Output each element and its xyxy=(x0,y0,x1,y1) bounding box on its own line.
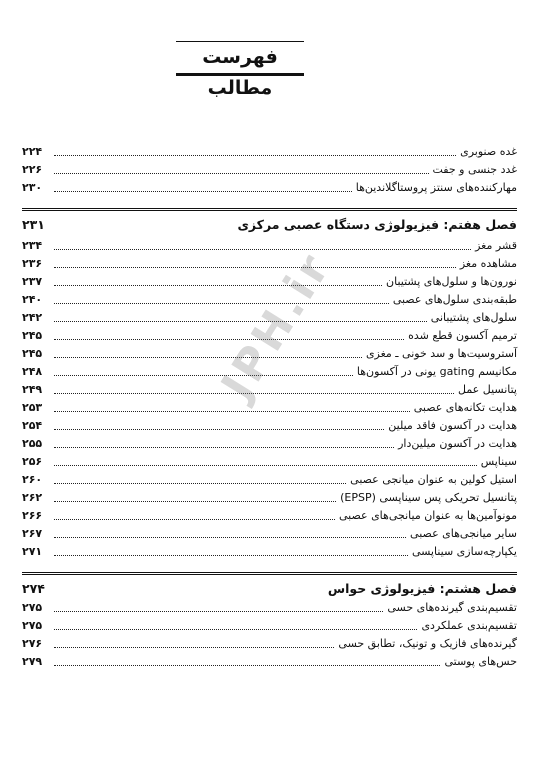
dot-leader xyxy=(54,356,362,358)
dot-leader xyxy=(54,536,406,538)
toc-entry-label: هدایت در آکسون میلین‌دار xyxy=(398,437,517,450)
toc-entry-page: ۲۷۵ xyxy=(22,601,43,614)
toc-entry-page: ۲۳۴ xyxy=(22,239,43,252)
toc-entry xyxy=(22,652,517,670)
toc-entry-page: ۲۴۲ xyxy=(22,311,43,324)
page-title: فهرست مطالب xyxy=(176,41,304,76)
toc-entry-page: ۲۷۵ xyxy=(22,619,43,632)
toc-entry-page: ۲۵۵ xyxy=(22,437,43,450)
chapter-title: فصل هشتم: فیزیولوژی حواس xyxy=(327,581,517,596)
dot-leader xyxy=(54,482,346,484)
toc-entry xyxy=(22,634,517,652)
toc-entry xyxy=(22,470,517,488)
toc-entry-label: تقسیم‌بندی گیرنده‌های حسی xyxy=(387,601,517,614)
toc-entry xyxy=(22,598,517,616)
toc-entry-page: ۲۲۴ xyxy=(22,145,43,158)
toc-entry-label: سایر میانجی‌های عصبی xyxy=(410,527,517,540)
toc-entry-label: حس‌های پوستی xyxy=(444,655,517,668)
toc-entry-label: گیرنده‌های فازیک و تونیک، تطابق حسی xyxy=(338,637,517,650)
dot-leader xyxy=(54,248,471,250)
toc-entry-page: ۲۵۳ xyxy=(22,401,43,414)
toc-entry-label: آستروسیت‌ها و سد خونی ـ مغزی xyxy=(365,347,517,360)
toc-entry xyxy=(22,542,517,560)
dot-leader xyxy=(54,646,334,648)
toc-entry xyxy=(22,398,517,416)
dot-leader xyxy=(54,374,353,376)
watermark: JPH.ir xyxy=(211,242,342,409)
toc-entry xyxy=(22,488,517,506)
toc-entry-label: استیل کولین به عنوان میانجی عصبی xyxy=(350,473,517,486)
dot-leader xyxy=(54,446,394,448)
toc-entry-page: ۲۴۵ xyxy=(22,329,43,342)
toc-entry-label: پتانسیل عمل xyxy=(457,383,517,396)
toc-entry-page: ۲۳۷ xyxy=(22,275,43,288)
toc-entry-label: مشاهده مغز xyxy=(459,257,517,270)
toc-entry xyxy=(22,178,517,196)
toc-entry-label: غدد جنسی و جفت xyxy=(432,163,517,176)
toc-entry-page: ۲۳۰ xyxy=(22,181,43,194)
toc-entry-label: مونوآمین‌ها به عنوان میانجی‌های عصبی xyxy=(338,509,517,522)
dot-leader xyxy=(54,190,352,192)
dot-leader xyxy=(54,428,384,430)
toc-entry-label: سلول‌های پشتیبانی xyxy=(430,311,517,324)
dot-leader xyxy=(54,518,335,520)
dot-leader xyxy=(54,320,427,322)
toc-entry-page: ۲۶۷ xyxy=(22,527,43,540)
toc-entry xyxy=(22,416,517,434)
toc-entry xyxy=(22,142,517,160)
toc-entry-label: هدایت تکانه‌های عصبی xyxy=(413,401,517,414)
chapter-page: ۲۳۱ xyxy=(22,217,45,232)
dot-leader xyxy=(54,410,410,412)
dot-leader xyxy=(54,284,382,286)
toc-entry-page: ۲۶۶ xyxy=(22,509,43,522)
chapter-page: ۲۷۴ xyxy=(22,581,45,596)
toc-entry xyxy=(22,434,517,452)
toc-entry-page: ۲۴۸ xyxy=(22,365,43,378)
chapter-rule xyxy=(22,572,517,575)
toc-entry xyxy=(22,160,517,178)
toc-entry-label: تقسیم‌بندی عملکردی xyxy=(421,619,517,632)
toc-entry-label: سیناپس xyxy=(480,455,517,468)
toc-entry xyxy=(22,236,517,254)
toc-entry-label: مهارکننده‌های سنتز پروستاگلاندین‌ها xyxy=(355,181,517,194)
toc-entry-page: ۲۶۲ xyxy=(22,491,43,504)
toc-entry-page: ۲۵۶ xyxy=(22,455,43,468)
dot-leader xyxy=(54,628,417,630)
toc-entry-page: ۲۷۱ xyxy=(22,545,43,558)
dot-leader xyxy=(54,464,477,466)
dot-leader xyxy=(54,500,336,502)
chapter-title: فصل هفتم: فیزیولوژی دستگاه عصبی مرکزی xyxy=(237,217,517,232)
dot-leader xyxy=(54,338,404,340)
toc-entry-label: پتانسیل تحریکی پس سیناپسی (EPSP) xyxy=(340,491,517,504)
dot-leader xyxy=(54,554,408,556)
toc-entry-page: ۲۲۶ xyxy=(22,163,43,176)
toc-entry-page: ۲۴۰ xyxy=(22,293,43,306)
toc-entry-label: یکپارچه‌سازی سیناپسی xyxy=(411,545,517,558)
dot-leader xyxy=(54,154,456,156)
toc-entry-page: ۲۷۹ xyxy=(22,655,43,668)
toc-entry-label: مکانیسم gating یونی در آکسون‌ها xyxy=(356,365,517,378)
chapter-heading xyxy=(22,578,517,598)
toc-entry xyxy=(22,506,517,524)
toc-entry-page: ۲۴۹ xyxy=(22,383,43,396)
toc-entry xyxy=(22,616,517,634)
toc-entry-label: طبقه‌بندی سلول‌های عصبی xyxy=(392,293,517,306)
chapter-rule xyxy=(22,208,517,211)
dot-leader xyxy=(54,302,389,304)
toc-entry xyxy=(22,452,517,470)
toc-entry xyxy=(22,524,517,542)
dot-leader xyxy=(54,610,383,612)
toc-entry-page: ۲۷۶ xyxy=(22,637,43,650)
toc-entry xyxy=(22,254,517,272)
toc-entry-page: ۲۶۰ xyxy=(22,473,43,486)
dot-leader xyxy=(54,172,429,174)
dot-leader xyxy=(54,266,456,268)
toc-entry-label: هدایت در آکسون فاقد میلین xyxy=(388,419,517,432)
toc-entry-page: ۲۴۵ xyxy=(22,347,43,360)
toc-entry-label: قشر مغز xyxy=(475,239,517,252)
toc-entry-label: نورون‌ها و سلول‌های پشتیبان xyxy=(386,275,517,288)
toc-entry-page: ۲۵۴ xyxy=(22,419,43,432)
toc-entry-label: غده صنوبری xyxy=(460,145,517,158)
chapter-heading xyxy=(22,214,517,234)
toc-entry-label: ترمیم آکسون قطع شده xyxy=(408,329,517,342)
toc-entry-page: ۲۳۶ xyxy=(22,257,43,270)
dot-leader xyxy=(54,664,440,666)
